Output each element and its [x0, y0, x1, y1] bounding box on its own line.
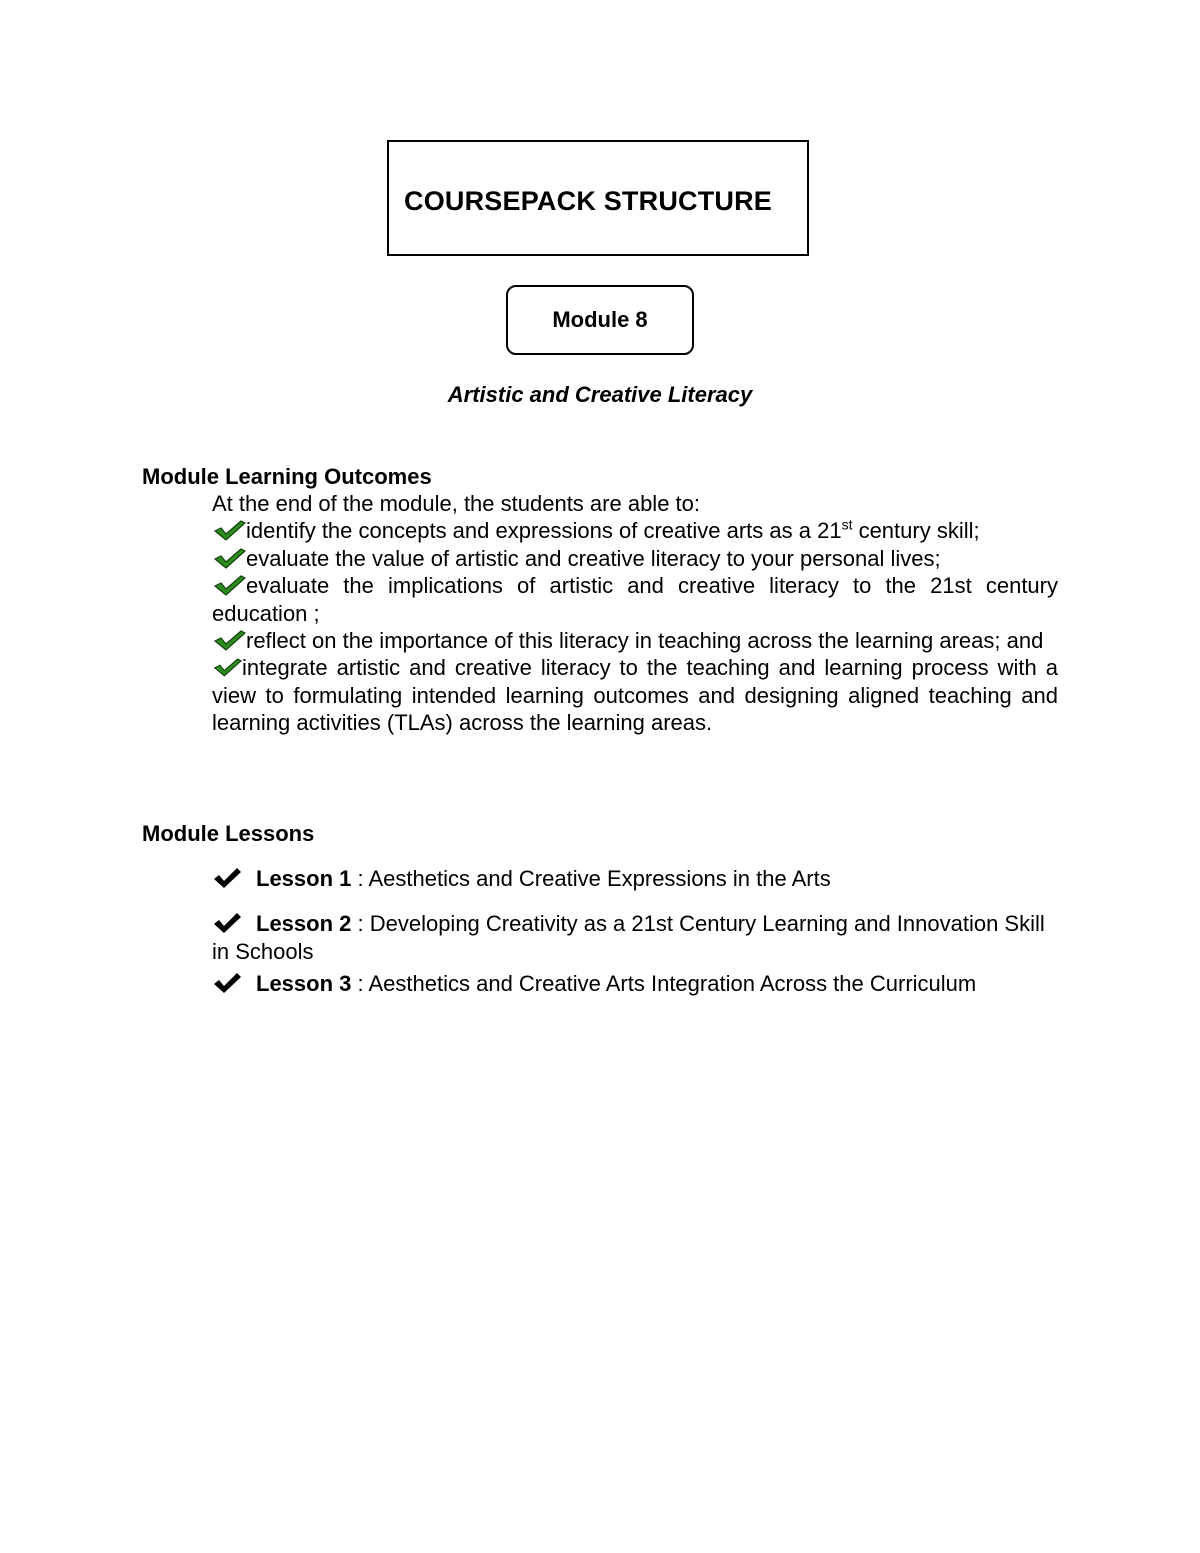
- green-checkmark-icon: [212, 519, 246, 541]
- lesson-title: Aesthetics and Creative Arts Integration Across the Curriculum: [368, 971, 977, 996]
- green-checkmark-icon: [212, 574, 246, 596]
- lesson-title: Aesthetics and Creative Expressions in the Arts: [368, 866, 831, 891]
- black-checkmark-icon: [212, 972, 242, 994]
- title-box: [387, 140, 809, 256]
- document-title: COURSEPACK STRUCTURE: [404, 186, 773, 216]
- outcome-item: [212, 627, 1058, 654]
- outcome-item: [212, 572, 1058, 627]
- outcome-item: [212, 517, 1058, 544]
- outcome-text: integrate artistic and creative literacy to the teaching and learning process with a view to formulating intended learning outcomes and designing aligned teaching and learning activities (TLAs) across the learning areas.: [212, 655, 1058, 736]
- green-checkmark-icon: [212, 629, 246, 651]
- module-badge: [506, 285, 694, 355]
- green-checkmark-icon: [212, 656, 242, 678]
- outcome-text: evaluate the value of artistic and creative literacy to your personal lives;: [246, 545, 941, 571]
- outcome-text: identify the concepts and expressions of creative arts as a 21: [246, 518, 842, 544]
- outcomes-heading: Module Learning Outcomes: [142, 464, 432, 489]
- outcome-item: [212, 654, 1058, 736]
- lesson-title: Developing Creativity as a 21st Century Learning and Innovation Skill in Schools: [212, 911, 1045, 964]
- outcome-text: evaluate the implications of artistic and creative literacy to the 21st century education ;: [212, 573, 1058, 626]
- lesson-separator: :: [351, 866, 369, 891]
- lesson-label: Lesson 3: [256, 971, 352, 996]
- green-checkmark-icon: [212, 547, 246, 569]
- lesson-label: Lesson 1: [256, 866, 352, 891]
- outcome-text: century skill;: [852, 518, 980, 544]
- module-title: Artistic and Creative Literacy: [447, 382, 753, 407]
- outcomes-list: [212, 490, 1058, 737]
- lesson-label: Lesson 2: [256, 911, 352, 936]
- outcome-superscript: st: [841, 517, 853, 534]
- outcome-text: reflect on the importance of this literacy in teaching across the learning areas; and: [246, 628, 1044, 654]
- lessons-heading: Module Lessons: [142, 821, 315, 846]
- lesson-item: [212, 910, 1062, 966]
- black-checkmark-icon: [212, 867, 242, 889]
- outcomes-intro: At the end of the module, the students are able to:: [212, 491, 700, 516]
- outcome-item: [212, 545, 1058, 572]
- lesson-item: [212, 865, 1062, 893]
- module-label: Module 8: [552, 307, 648, 332]
- black-checkmark-icon: [212, 912, 242, 934]
- lesson-item: [212, 970, 1062, 998]
- lesson-separator: :: [351, 971, 369, 996]
- lesson-separator: :: [351, 911, 370, 936]
